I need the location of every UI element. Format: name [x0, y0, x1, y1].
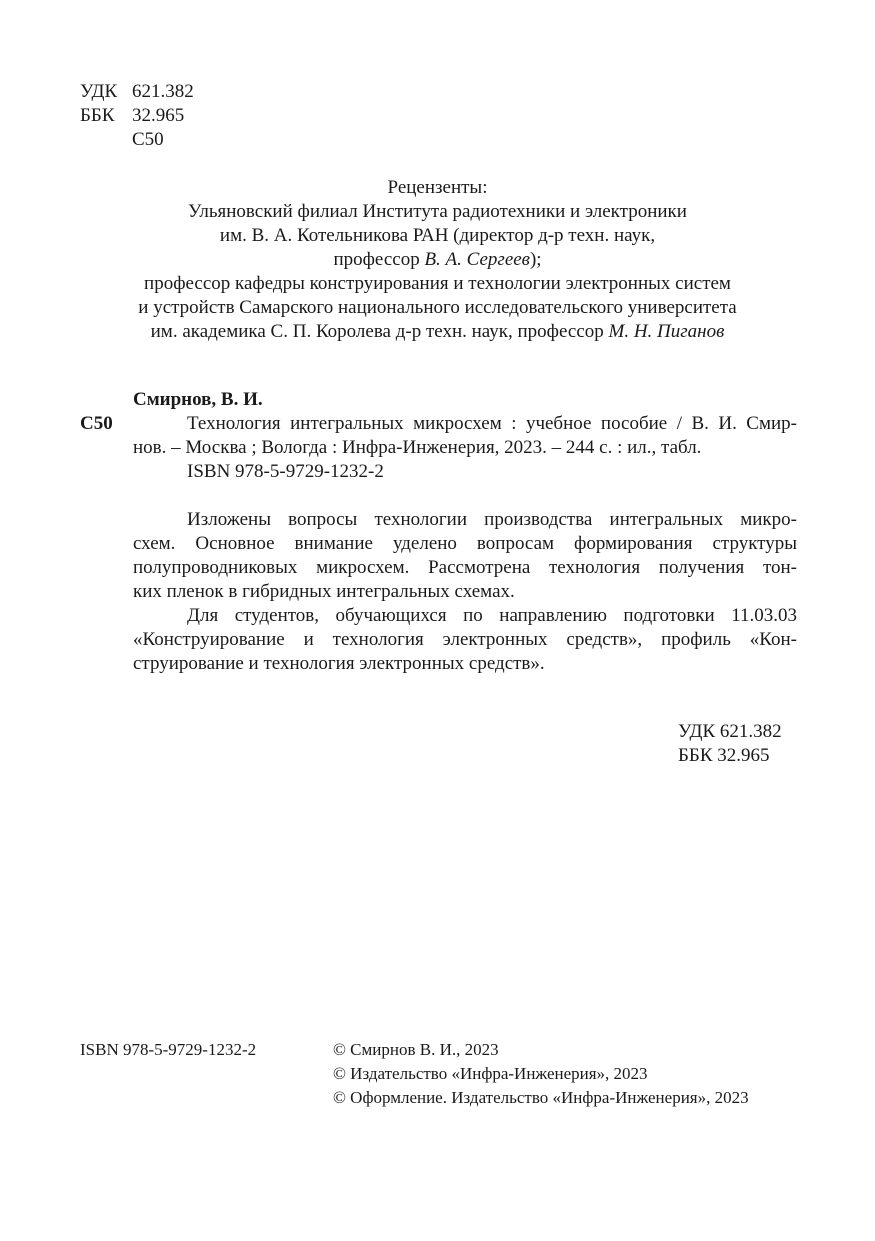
reviewer-name: В. А. Сергеев	[424, 249, 530, 270]
record-line: нов. – Москва ; Вологда : Инфра-Инженерия, 2023. – 244 с. : ил., табл.	[133, 437, 702, 458]
udk-label: УДК	[80, 81, 118, 102]
bbk-right: ББК 32.965	[678, 745, 770, 766]
reviewer-name: М. Н. Пиганов	[608, 321, 725, 342]
record-mark: С50	[80, 413, 113, 434]
abstract-line: схем. Основное внимание уделено вопросам формирования структуры	[133, 533, 797, 554]
copyright-line: © Смирнов В. И., 2023	[333, 1040, 499, 1059]
udk-right: УДК 621.382	[678, 721, 782, 742]
abstract-line: ких пленок в гибридных интегральных схемах.	[133, 581, 515, 602]
reviewers-title: Рецензенты:	[387, 177, 488, 198]
bbk-code: 32.965	[132, 105, 185, 126]
udk-code: 621.382	[132, 81, 194, 102]
copyright-line: © Издательство «Инфра-Инженерия», 2023	[333, 1064, 648, 1083]
text: им. академика С. П. Королева д-р техн. наук, профессор	[150, 321, 609, 342]
reviewer-line: и устройств Самарского национального исследовательского университета	[138, 297, 737, 318]
reviewer-line: им. В. А. Котельникова РАН (директор д-р техн. наук,	[219, 225, 656, 246]
reviewer-line	[0, 248, 875, 272]
reviewer-line: профессор кафедры конструирования и технологии электронных систем	[144, 273, 731, 294]
abstract-line: полупроводниковых микросхем. Рассмотрена технология получения тон-	[133, 557, 797, 578]
footer-isbn: ISBN 978-5-9729-1232-2	[80, 1040, 257, 1059]
record-line: Технология интегральных микросхем : учебное пособие / В. И. Смир-	[187, 413, 797, 434]
abstract-line: Изложены вопросы технологии производства интегральных микро-	[187, 509, 797, 530]
reviewer-line	[0, 320, 875, 344]
abstract-line: струирование и технология электронных средств».	[133, 653, 545, 674]
record-isbn: ISBN 978-5-9729-1232-2	[187, 461, 384, 482]
author-mark: С50	[132, 129, 164, 150]
text: );	[529, 249, 542, 270]
copyright-line: © Оформление. Издательство «Инфра-Инженерия», 2023	[333, 1088, 749, 1107]
reviewer-line: Ульяновский филиал Института радиотехники и электроники	[188, 201, 687, 222]
abstract-line: «Конструирование и технология электронных средств», профиль «Кон-	[133, 629, 797, 650]
record-author: Смирнов, В. И.	[133, 389, 263, 410]
text: профессор	[333, 249, 425, 270]
bbk-label: ББК	[80, 105, 115, 126]
abstract-line: Для студентов, обучающихся по направлению подготовки 11.03.03	[187, 605, 797, 626]
